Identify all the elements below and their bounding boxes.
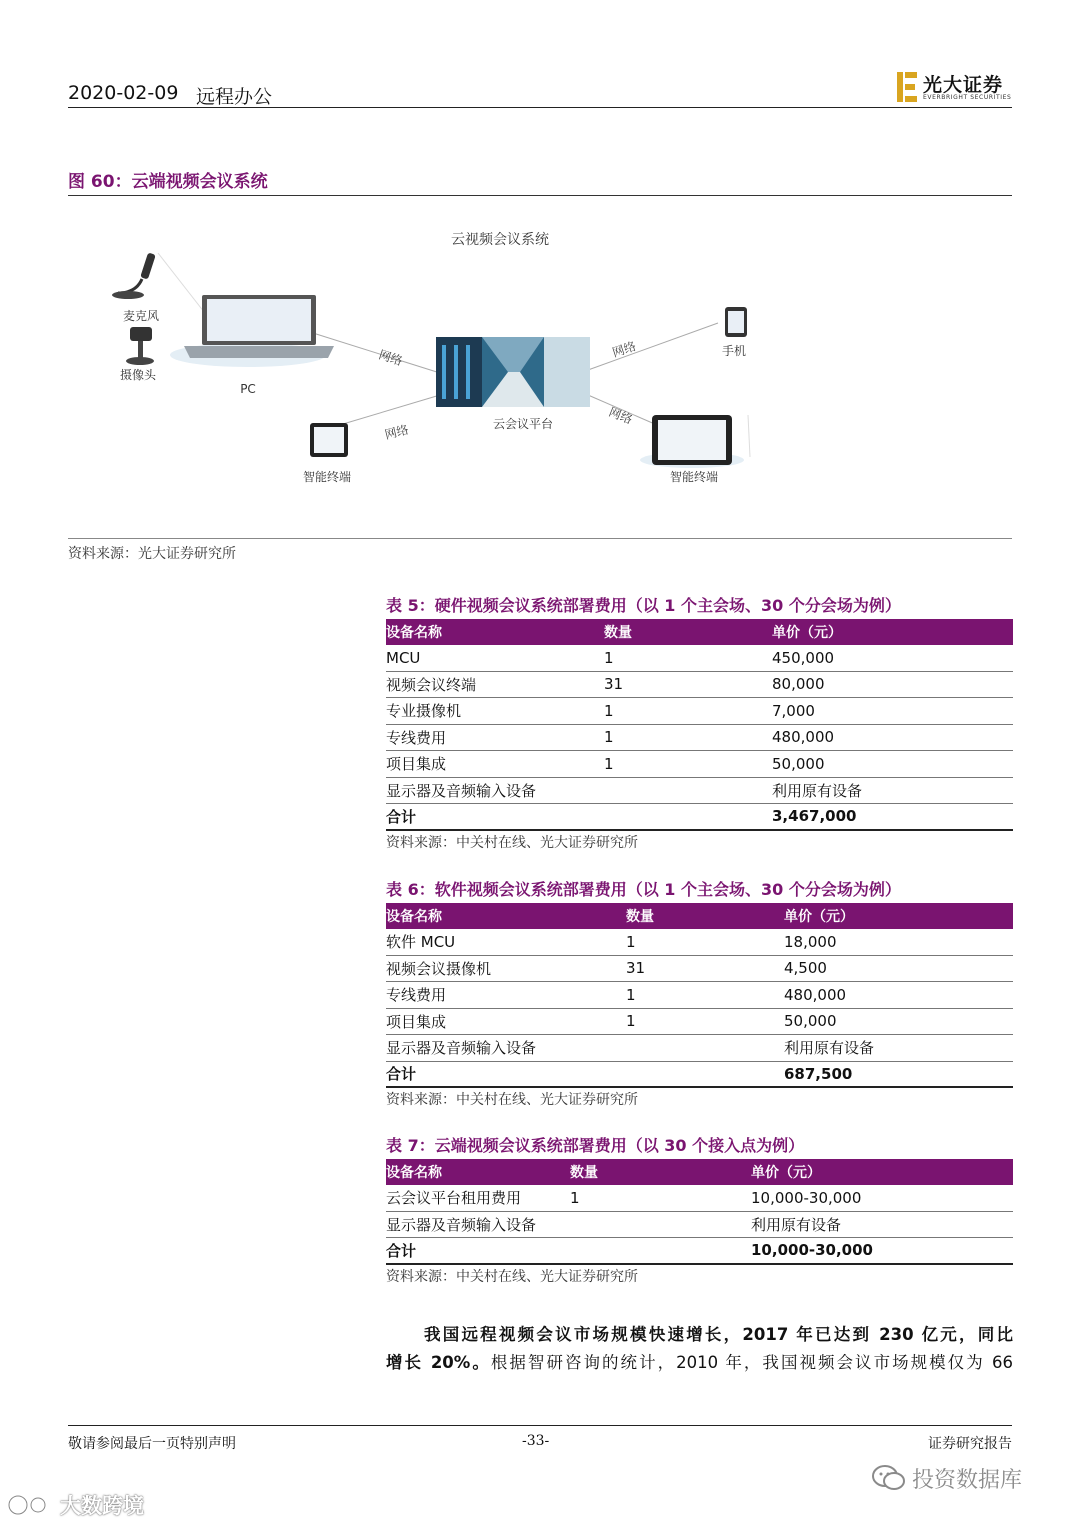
cell: 软件 MCU <box>386 933 456 952</box>
camera-label: 摄像头 <box>119 368 157 382</box>
cell: 480,000 <box>784 985 847 1004</box>
cell: 视频会议终端 <box>386 675 477 694</box>
cell: 31 <box>604 675 624 694</box>
cell: 1 <box>626 932 636 951</box>
report-date: 2020-02-09 <box>68 82 179 104</box>
logo-text-cn: 光大证券 <box>923 74 1004 96</box>
cell: 1 <box>626 985 636 1004</box>
header-cell: 数量 <box>570 1165 598 1181</box>
cell: 50,000 <box>772 754 825 773</box>
table-total-row <box>386 804 1013 831</box>
cell: 1 <box>570 1188 580 1207</box>
figure-title: 图 60：云端视频会议系统 <box>68 172 268 192</box>
page-number: -33- <box>522 1433 550 1449</box>
body-paragraph <box>386 1321 1013 1377</box>
figure-top-rule <box>68 195 1012 196</box>
diagram-heading: 云视频会议系统 <box>451 232 549 248</box>
cell: 合计 <box>386 1065 417 1084</box>
network-label-pc: 网络 <box>377 347 405 369</box>
header-cell: 设备名称 <box>386 909 442 925</box>
cell: 专线费用 <box>386 986 447 1005</box>
figure-source: 资料来源：光大证券研究所 <box>68 546 236 562</box>
table-row <box>386 778 1013 805</box>
report-topic: 远程办公 <box>196 86 273 108</box>
cell: 31 <box>626 959 646 978</box>
cell: 687,500 <box>784 1064 853 1083</box>
network-line-terminal-left <box>333 395 440 427</box>
header-cell: 单价（元） <box>784 909 854 925</box>
logo-text-en: EVERBRIGHT SECURITIES <box>923 94 1012 101</box>
table-source: 资料来源：中关村在线、光大证券研究所 <box>386 1268 638 1285</box>
microphone-label: 麦克风 <box>122 309 160 323</box>
table-row <box>386 645 1013 672</box>
cell: 7,000 <box>772 701 815 720</box>
cell: 50,000 <box>784 1012 837 1031</box>
cell: 利用原有设备 <box>751 1215 842 1234</box>
figure-bottom-rule <box>68 538 1012 539</box>
table-header <box>386 903 1013 929</box>
table-source: 资料来源：中关村在线、光大证券研究所 <box>386 834 638 851</box>
header-cell: 设备名称 <box>386 625 442 641</box>
cell: 1 <box>604 754 614 773</box>
server-room-icon <box>436 337 590 407</box>
table-row <box>386 698 1013 725</box>
cell: 480,000 <box>772 728 835 747</box>
table-row <box>386 725 1013 752</box>
table-total-row <box>386 1062 1013 1089</box>
table-title: 表 7：云端视频会议系统部署费用（以 30 个接入点为例） <box>386 1136 805 1155</box>
cell: 视频会议摄像机 <box>386 959 492 978</box>
table-row <box>386 751 1013 778</box>
cell: 专业摄像机 <box>386 702 462 721</box>
everbright-logo <box>897 70 1015 104</box>
cell: 合计 <box>386 807 417 826</box>
smart-terminal-right-icon <box>640 415 744 468</box>
laptop-icon <box>170 295 334 367</box>
table-6 <box>386 877 1013 1112</box>
phone-label: 手机 <box>721 344 747 358</box>
table-title: 表 5：硬件视频会议系统部署费用（以 1 个主会场、30 个分会场为例） <box>386 596 901 615</box>
table-row <box>386 1212 1013 1239</box>
table-source: 资料来源：中关村在线、光大证券研究所 <box>386 1092 638 1108</box>
watermark-left-text: 大数跨境 <box>60 1494 144 1518</box>
table-row <box>386 1009 1013 1036</box>
connector-line <box>748 415 750 457</box>
cell: 4,500 <box>784 959 827 978</box>
table-row <box>386 1185 1013 1212</box>
header-cell: 设备名称 <box>386 1165 442 1181</box>
watermark-right <box>872 1462 1022 1494</box>
camera-icon <box>126 327 154 365</box>
smart-terminal-left-icon <box>310 423 348 457</box>
footer-report-type: 证券研究报告 <box>928 1436 1012 1452</box>
network-label-phone: 网络 <box>610 339 638 360</box>
header-cell: 数量 <box>626 909 654 925</box>
table-row <box>386 672 1013 699</box>
cell: 显示器及音频输入设备 <box>386 1039 537 1058</box>
cell: 1 <box>604 728 614 747</box>
footer-rule <box>68 1425 1012 1426</box>
header-cell: 单价（元） <box>772 625 842 641</box>
cell: 合计 <box>386 1241 417 1260</box>
brand-mark-icon <box>6 1491 56 1519</box>
header-cell: 数量 <box>604 625 632 641</box>
network-label-terminal-right: 网络 <box>606 404 635 427</box>
cloud-video-conference-diagram <box>68 205 1012 530</box>
cell: 18,000 <box>784 932 837 951</box>
wechat-icon <box>872 1464 906 1492</box>
table-header <box>386 1159 1013 1185</box>
network-line-phone <box>588 323 718 370</box>
cell: 显示器及音频输入设备 <box>386 781 537 800</box>
header-rule <box>68 107 1012 108</box>
cell: 3,467,000 <box>772 807 857 826</box>
cell: 450,000 <box>772 648 835 667</box>
terminal-left-label: 智能终端 <box>302 470 352 484</box>
cell: 1 <box>626 1012 636 1031</box>
network-line-pc <box>313 333 440 373</box>
paragraph-line-2 <box>386 1349 1013 1377</box>
watermark-right-text: 投资数据库 <box>912 1467 1023 1493</box>
table-row <box>386 982 1013 1009</box>
cell: 项目集成 <box>386 1012 447 1031</box>
cell: 显示器及音频输入设备 <box>386 1215 537 1234</box>
connector-line <box>158 253 208 317</box>
paragraph-rest: 根据智研咨询的统计，2010 年，我国视频会议市场规模仅为 66 <box>490 1353 1013 1372</box>
microphone-icon <box>112 252 156 299</box>
cell: 云会议平台租用费用 <box>386 1189 522 1208</box>
cell: 利用原有设备 <box>784 1039 875 1058</box>
table-title: 表 6：软件视频会议系统部署费用（以 1 个主会场、30 个分会场为例） <box>386 880 901 899</box>
cell: 1 <box>604 701 614 720</box>
footer-disclaimer: 敬请参阅最后一页特别声明 <box>68 1436 236 1452</box>
cell: 10,000-30,000 <box>751 1241 873 1260</box>
platform-label: 云会议平台 <box>492 417 554 431</box>
terminal-right-label: 智能终端 <box>669 470 719 484</box>
cell: 利用原有设备 <box>772 781 863 800</box>
pc-label: PC <box>240 382 256 396</box>
tablet-phone-icon <box>725 307 747 337</box>
paragraph-bold-lead: 增长 20%。 <box>386 1353 491 1372</box>
network-label-terminal-left: 网络 <box>383 422 411 442</box>
cell: 专线费用 <box>386 728 447 747</box>
paragraph-line-1: 我国远程视频会议市场规模快速增长，2017 年已达到 230 亿元，同比 <box>424 1325 1013 1344</box>
table-row <box>386 1035 1013 1062</box>
cell: 80,000 <box>772 675 825 694</box>
header-cell: 单价（元） <box>751 1165 821 1181</box>
table-row <box>386 956 1013 983</box>
table-7 <box>386 1133 1013 1289</box>
cell: 项目集成 <box>386 755 447 774</box>
table-total-row <box>386 1238 1013 1265</box>
table-row <box>386 929 1013 956</box>
watermark-left <box>6 1490 144 1520</box>
cell: 1 <box>604 648 614 667</box>
cell: MCU <box>386 648 421 667</box>
cell: 10,000-30,000 <box>751 1188 862 1207</box>
logo-mark-icon <box>897 72 917 102</box>
table-header <box>386 619 1013 645</box>
table-5 <box>386 593 1013 855</box>
